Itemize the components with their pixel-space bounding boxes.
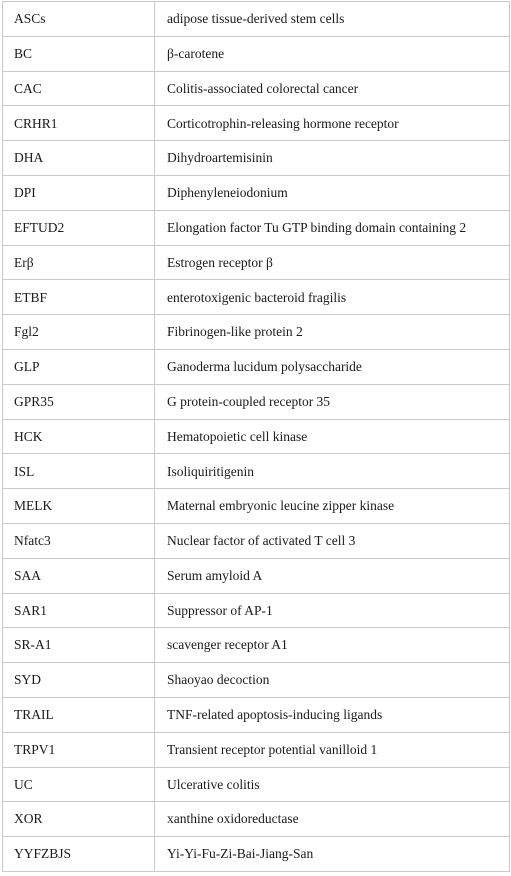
definition-cell: Serum amyloid A — [155, 558, 510, 593]
definition-cell: Elongation factor Tu GTP binding domain containing 2 — [155, 210, 510, 245]
abbreviation-cell: SYD — [3, 663, 155, 698]
table-row — [3, 71, 510, 106]
definition-cell: Yi-Yi-Fu-Zi-Bai-Jiang-San — [155, 837, 510, 872]
abbreviation-cell: TRAIL — [3, 697, 155, 732]
table-row — [3, 663, 510, 698]
definition-cell: Estrogen receptor β — [155, 245, 510, 280]
table-row — [3, 558, 510, 593]
table-row — [3, 802, 510, 837]
definition-cell: Hematopoietic cell kinase — [155, 419, 510, 454]
definition-cell: Dihydroartemisinin — [155, 141, 510, 176]
abbreviation-cell: YYFZBJS — [3, 837, 155, 872]
definition-cell: Ganoderma lucidum polysaccharide — [155, 349, 510, 384]
definition-cell: β-carotene — [155, 36, 510, 71]
table-row — [3, 489, 510, 524]
abbreviation-cell: GPR35 — [3, 384, 155, 419]
table-row — [3, 593, 510, 628]
table-row — [3, 732, 510, 767]
abbreviations-table — [2, 1, 510, 872]
abbreviation-cell: UC — [3, 767, 155, 802]
abbreviation-cell: DHA — [3, 141, 155, 176]
table-row — [3, 697, 510, 732]
abbreviation-cell: CAC — [3, 71, 155, 106]
definition-cell: enterotoxigenic bacteroid fragilis — [155, 280, 510, 315]
table-row — [3, 454, 510, 489]
table-row — [3, 349, 510, 384]
definition-cell: Maternal embryonic leucine zipper kinase — [155, 489, 510, 524]
abbreviation-cell: CRHR1 — [3, 106, 155, 141]
definition-cell: Ulcerative colitis — [155, 767, 510, 802]
abbreviation-cell: TRPV1 — [3, 732, 155, 767]
definition-cell: G protein-coupled receptor 35 — [155, 384, 510, 419]
abbreviation-cell: ASCs — [3, 2, 155, 37]
table-row — [3, 767, 510, 802]
definition-cell: Colitis-associated colorectal cancer — [155, 71, 510, 106]
definition-cell: Nuclear factor of activated T cell 3 — [155, 523, 510, 558]
table-row — [3, 523, 510, 558]
abbreviation-cell: Nfatc3 — [3, 523, 155, 558]
definition-cell: xanthine oxidoreductase — [155, 802, 510, 837]
table-row — [3, 175, 510, 210]
abbreviation-cell: Fgl2 — [3, 315, 155, 350]
definition-cell: Transient receptor potential vanilloid 1 — [155, 732, 510, 767]
abbreviation-cell: SAA — [3, 558, 155, 593]
table-row — [3, 315, 510, 350]
abbreviation-cell: SAR1 — [3, 593, 155, 628]
definition-cell: Diphenyleneiodonium — [155, 175, 510, 210]
definition-cell: TNF-related apoptosis-inducing ligands — [155, 697, 510, 732]
abbreviation-cell: Erβ — [3, 245, 155, 280]
table-row — [3, 419, 510, 454]
definition-cell: Shaoyao decoction — [155, 663, 510, 698]
table-row — [3, 245, 510, 280]
definition-cell: scavenger receptor A1 — [155, 628, 510, 663]
table-row — [3, 384, 510, 419]
abbreviation-cell: DPI — [3, 175, 155, 210]
abbreviation-cell: ETBF — [3, 280, 155, 315]
table-row — [3, 280, 510, 315]
abbreviation-cell: EFTUD2 — [3, 210, 155, 245]
table-row — [3, 628, 510, 663]
table-row — [3, 106, 510, 141]
abbreviation-cell: GLP — [3, 349, 155, 384]
abbreviations-table-body — [3, 2, 510, 872]
definition-cell: Fibrinogen-like protein 2 — [155, 315, 510, 350]
definition-cell: Corticotrophin-releasing hormone receptor — [155, 106, 510, 141]
abbreviation-cell: SR-A1 — [3, 628, 155, 663]
table-row — [3, 837, 510, 872]
abbreviation-cell: MELK — [3, 489, 155, 524]
table-row — [3, 2, 510, 37]
table-row — [3, 210, 510, 245]
abbreviation-cell: BC — [3, 36, 155, 71]
table-row — [3, 36, 510, 71]
table-row — [3, 141, 510, 176]
definition-cell: adipose tissue-derived stem cells — [155, 2, 510, 37]
definition-cell: Suppressor of AP-1 — [155, 593, 510, 628]
abbreviation-cell: XOR — [3, 802, 155, 837]
definition-cell: Isoliquiritigenin — [155, 454, 510, 489]
abbreviation-cell: ISL — [3, 454, 155, 489]
abbreviation-cell: HCK — [3, 419, 155, 454]
